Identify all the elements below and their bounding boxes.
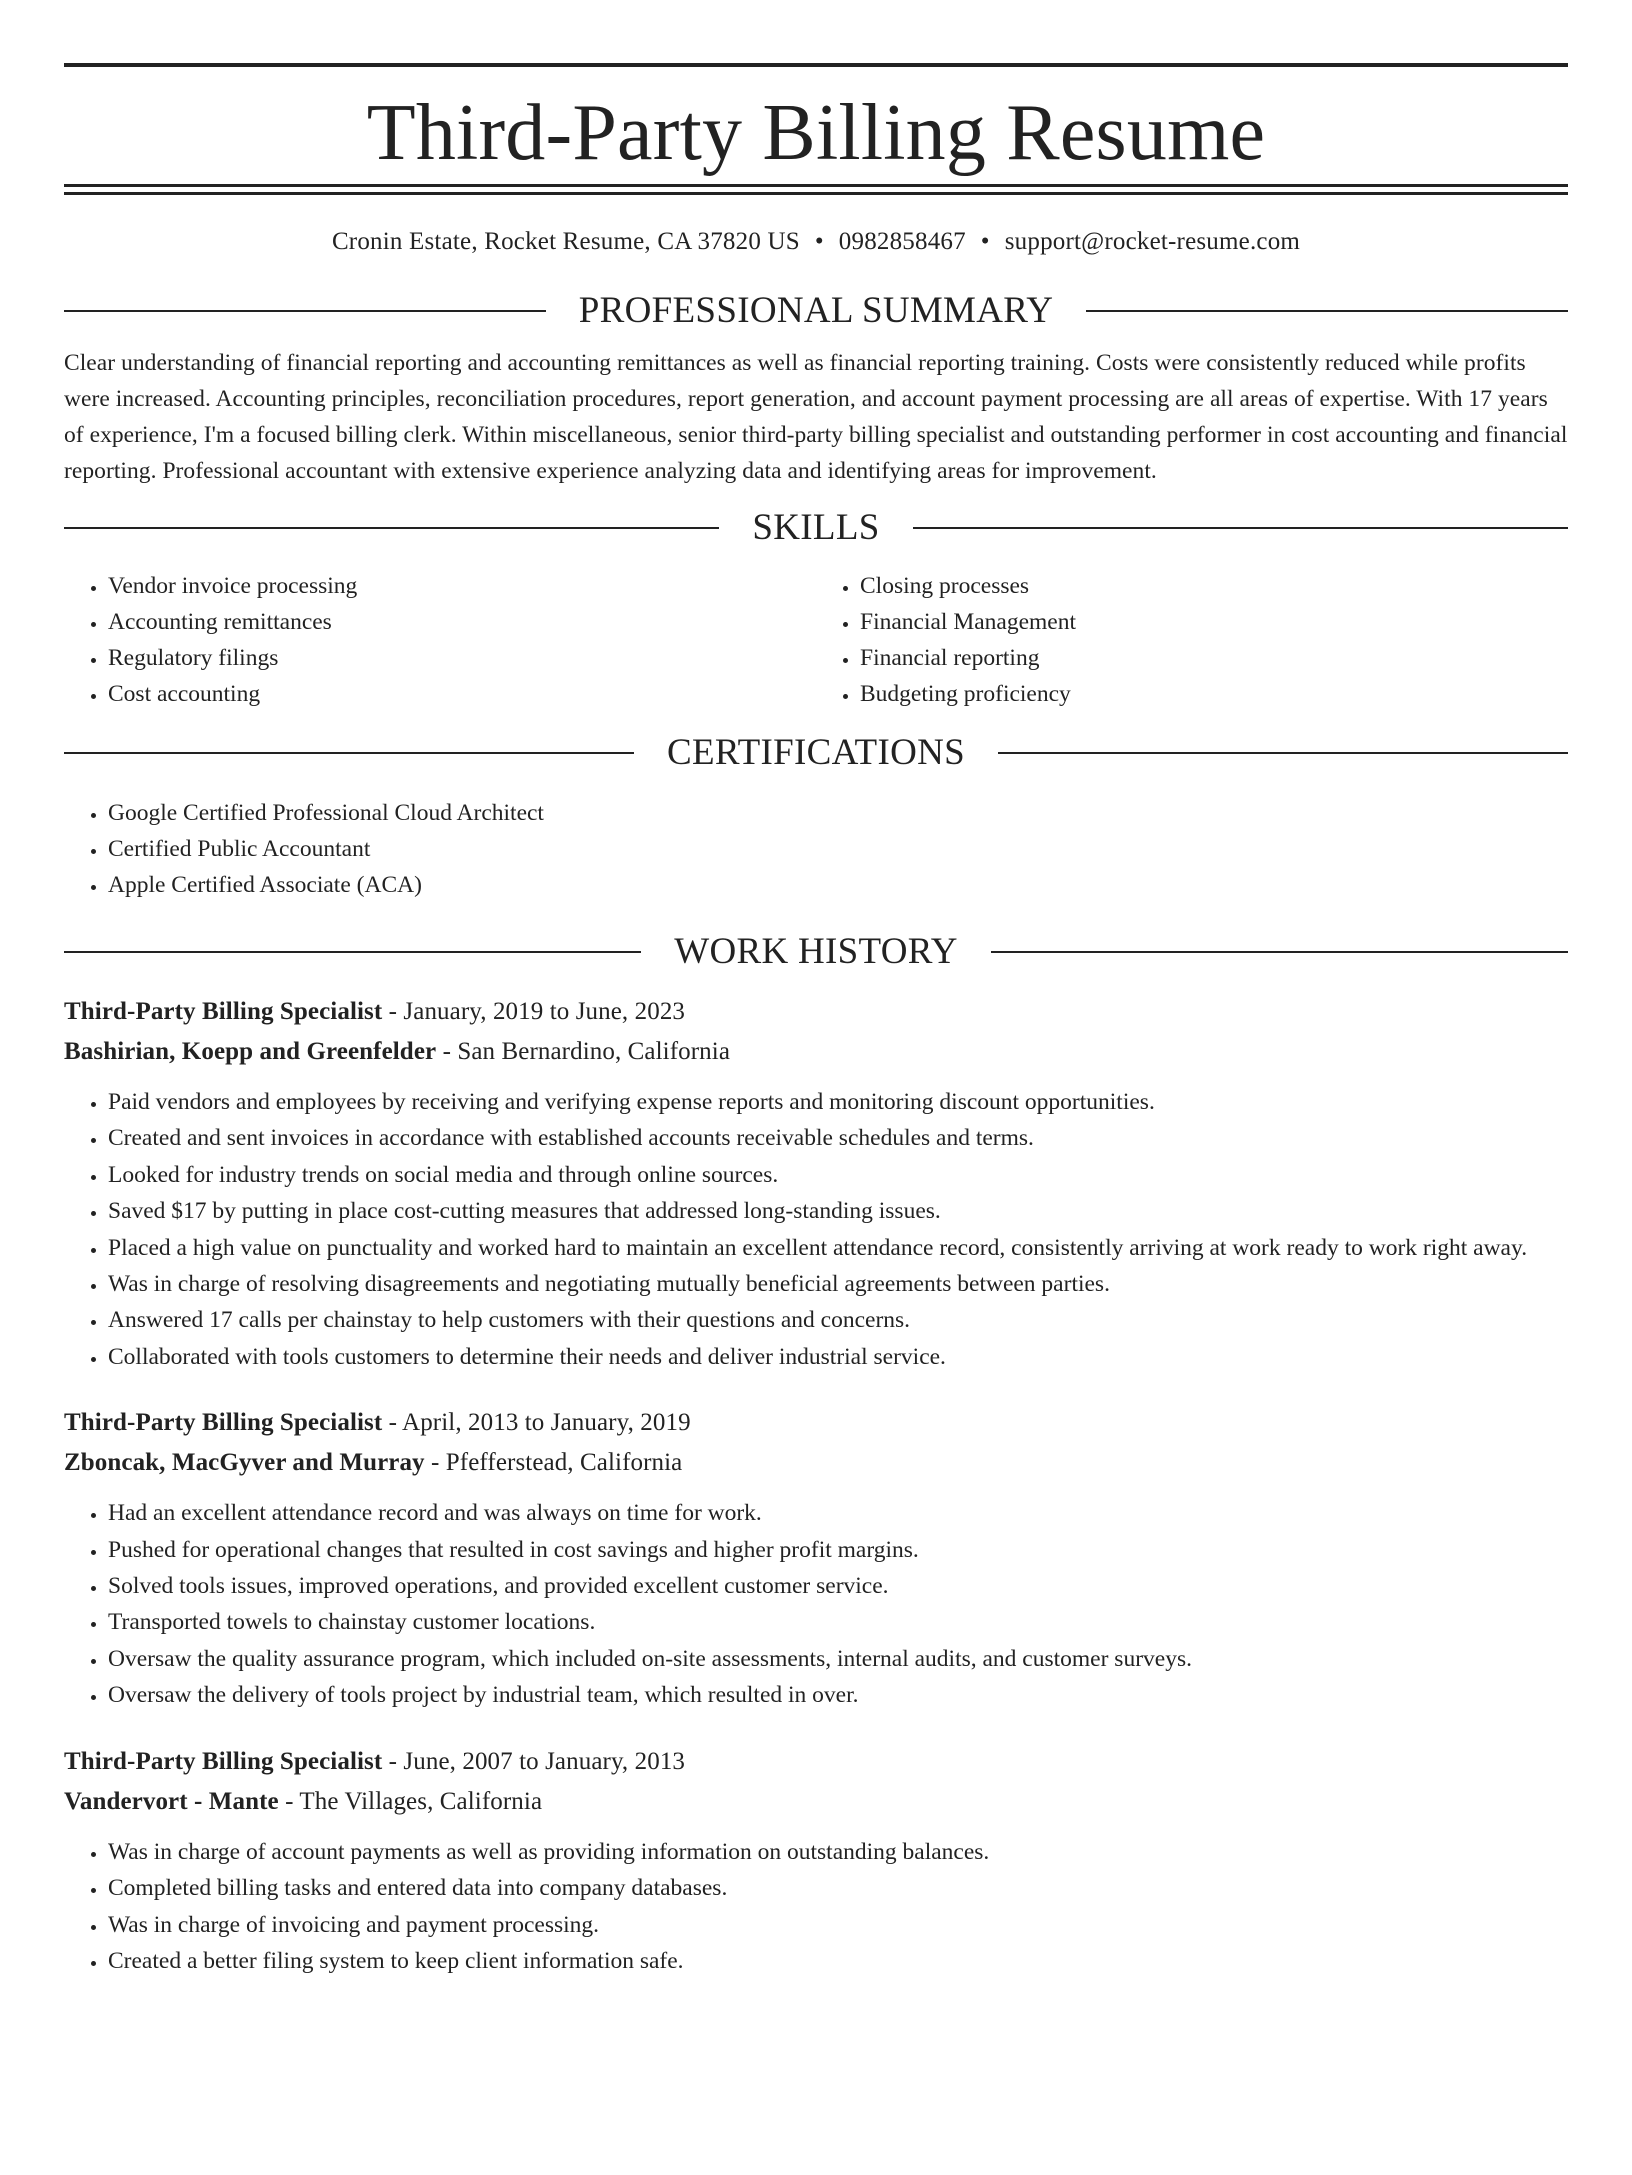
job-bullets (64, 1495, 1568, 1713)
job-bullet: • Had an excellent attendance record and was always on time for work. (108, 1495, 1568, 1531)
section-title: PROFESSIONAL SUMMARY (578, 290, 1054, 331)
title-double-rule (64, 184, 1568, 195)
job-bullet: • Oversaw the quality assurance program, which included on-site assessments, internal audits, and customer surveys. (108, 1641, 1568, 1677)
job-bullet: • Solved tools issues, improved operations, and provided excellent customer service. (108, 1568, 1568, 1604)
section-header-skills (64, 509, 1568, 546)
job-bullet: • Created and sent invoices in accordance with established accounts receivable schedules and terms. (108, 1120, 1568, 1156)
job-bullets (64, 1084, 1568, 1375)
section-rule (1086, 310, 1568, 312)
contact-email: support@rocket-resume.com (1004, 228, 1301, 255)
job-title: Third-Party Billing Specialist (64, 998, 383, 1025)
job-company: Zboncak, MacGyver and Murray (64, 1449, 425, 1477)
job-bullet: • Looked for industry trends on social media and through online sources. (108, 1157, 1568, 1193)
job-title-line (64, 992, 1568, 1032)
job-bullet: • Completed billing tasks and entered data into company databases. (108, 1870, 1568, 1906)
skill-item: • Budgeting proficiency (860, 676, 1568, 712)
job-bullet: • Was in charge of invoicing and payment processing. (108, 1907, 1568, 1943)
skill-item: • Financial Management (860, 604, 1568, 640)
job-company-line (64, 1782, 1568, 1822)
job-bullet: • Placed a high value on punctuality and worked hard to maintain an excellent attendance record, consistently arriving at work ready to work right away. (108, 1230, 1568, 1266)
section-header-summary (64, 292, 1568, 329)
job-dates: - January, 2019 to June, 2023 (382, 998, 686, 1025)
section-title: SKILLS (752, 507, 880, 548)
job-company: Bashirian, Koepp and Greenfelder (64, 1038, 437, 1065)
job-bullet: • Answered 17 calls per chainstay to help customers with their questions and concerns. (108, 1302, 1568, 1338)
job-bullet: • Collaborated with tools customers to determine their needs and deliver industrial service. (108, 1339, 1568, 1375)
job-company: Vandervort - Mante (64, 1787, 279, 1815)
job-dates: - June, 2007 to January, 2013 (382, 1747, 686, 1775)
job-entry (64, 1742, 1568, 1980)
job-bullet: • Pushed for operational changes that resulted in cost savings and higher profit margins. (108, 1532, 1568, 1568)
job-company-line (64, 1032, 1568, 1072)
contact-separator: • (814, 228, 824, 255)
section-rule (998, 752, 1568, 754)
job-title-line (64, 1742, 1568, 1782)
job-location: - The Villages, California (278, 1787, 543, 1815)
section-rule (913, 527, 1568, 529)
section-header-certifications (64, 734, 1568, 771)
job-location: - Pfefferstead, California (424, 1449, 683, 1477)
job-title-line (64, 1403, 1568, 1443)
section-rule (64, 752, 634, 754)
job-title: Third-Party Billing Specialist (64, 1409, 383, 1437)
job-bullet: • Paid vendors and employees by receiving and verifying expense reports and monitoring discount opportunities. (108, 1084, 1568, 1120)
summary-text: Clear understanding of financial reporting and accounting remittances as well as financial reporting training. Costs were consistently reduced while profits were increased. Accounting principles, reconciliation procedures, report generation, and account payment processing are all areas of expertise. With 17 years of experience, I'm a focused billing clerk. Within miscellaneous, senior third-party billing specialist and outstanding performer in cost accounting and financial reporting. Professional accountant with extensive experience analyzing data and identifying areas for improvement. (64, 350, 1568, 484)
skill-item: • Cost accounting (108, 676, 816, 712)
contact-phone: 0982858467 (838, 228, 966, 255)
skill-item: • Vendor invoice processing (108, 568, 816, 604)
contact-address: Cronin Estate, Rocket Resume, CA 37820 US (331, 228, 800, 255)
skill-item: • Closing processes (860, 568, 1568, 604)
skills-grid (64, 568, 1568, 712)
job-bullet: • Was in charge of account payments as well as providing information on outstanding balances. (108, 1834, 1568, 1870)
skills-list-left (64, 568, 816, 712)
certification-item: • Apple Certified Associate (ACA) (108, 867, 1568, 903)
contact-separator: • (980, 228, 990, 255)
section-rule (64, 527, 719, 529)
contact-line (64, 229, 1568, 254)
certifications-list (64, 795, 1568, 903)
section-rule (64, 310, 546, 312)
section-rule (64, 951, 641, 953)
skills-list-right (816, 568, 1568, 712)
skill-item: • Regulatory filings (108, 640, 816, 676)
job-location: - San Bernardino, California (436, 1038, 731, 1065)
job-bullet: • Saved $17 by putting in place cost-cutting measures that addressed long-standing issues. (108, 1193, 1568, 1229)
job-entry (64, 1403, 1568, 1713)
job-bullets (64, 1834, 1568, 1980)
job-company-line (64, 1443, 1568, 1483)
job-bullet: • Transported towels to chainstay customer locations. (108, 1604, 1568, 1640)
job-bullet: • Was in charge of resolving disagreements and negotiating mutually beneficial agreements between parties. (108, 1266, 1568, 1302)
section-header-work-history (64, 933, 1568, 970)
job-bullet: • Created a better filing system to keep client information safe. (108, 1943, 1568, 1979)
section-rule (991, 951, 1568, 953)
job-dates: - April, 2013 to January, 2019 (382, 1409, 691, 1437)
certification-item: • Google Certified Professional Cloud Architect (108, 795, 1568, 831)
skill-item: • Accounting remittances (108, 604, 816, 640)
job-bullet: • Oversaw the delivery of tools project by industrial team, which resulted in over. (108, 1677, 1568, 1713)
skill-item: • Financial reporting (860, 640, 1568, 676)
job-title: Third-Party Billing Specialist (64, 1747, 383, 1775)
job-entry (64, 992, 1568, 1375)
certification-item: • Certified Public Accountant (108, 831, 1568, 867)
section-title: CERTIFICATIONS (667, 732, 965, 773)
resume-title: Third-Party Billing Resume (366, 89, 1266, 177)
resume-page (0, 63, 1632, 1979)
section-title: WORK HISTORY (674, 931, 958, 972)
